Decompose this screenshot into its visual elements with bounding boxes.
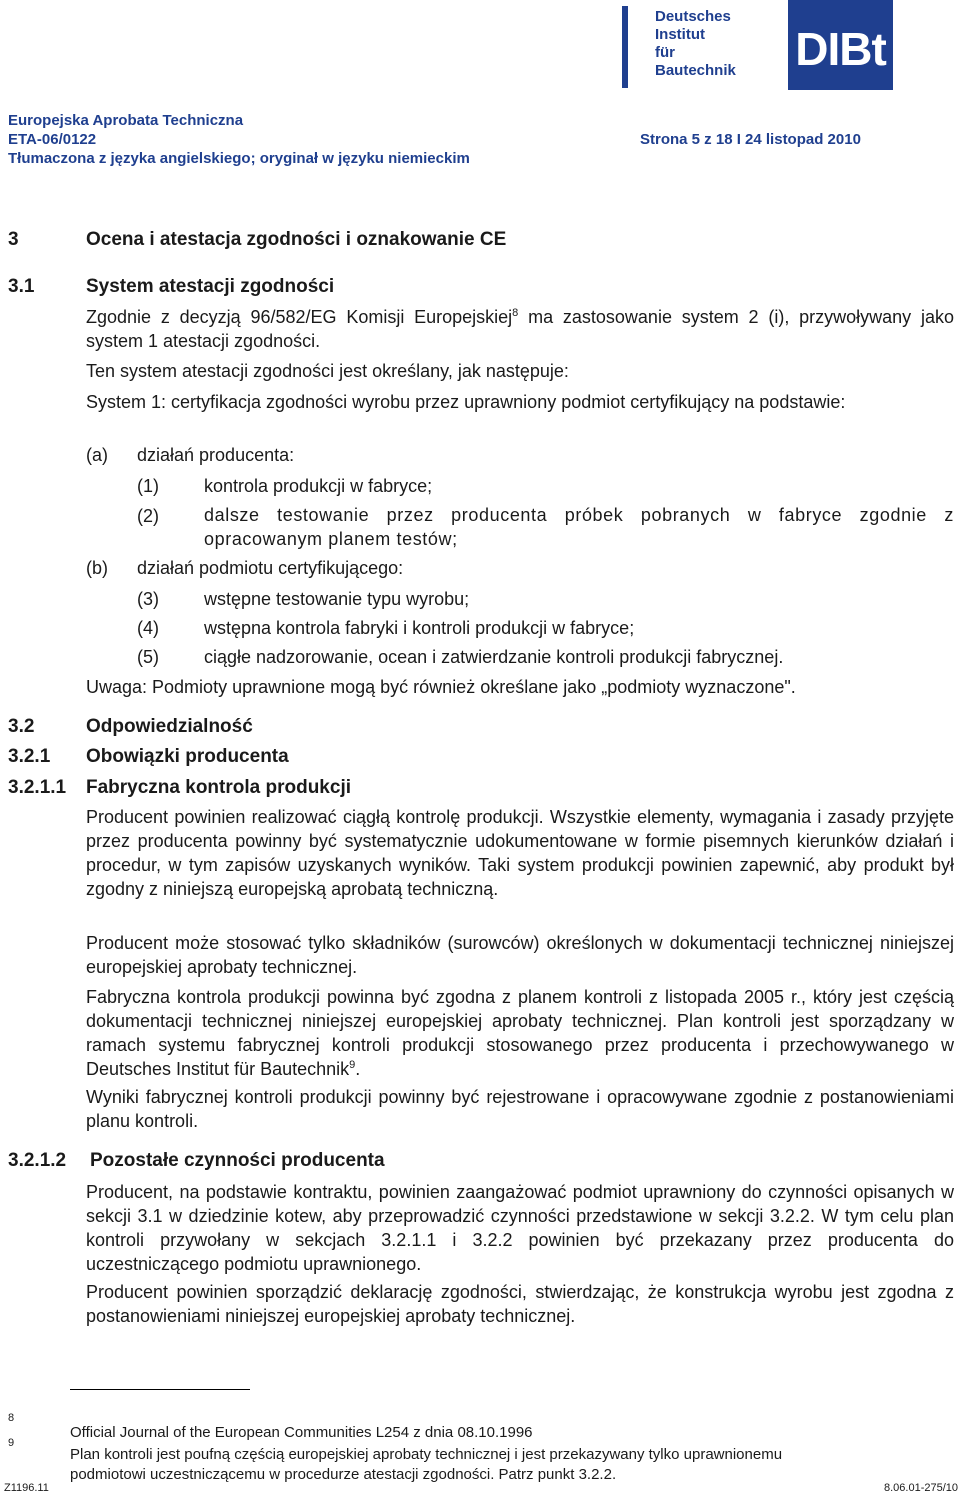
item-2-text: dalsze testowanie przez producenta próbek pobranych w fabryce zgodnie z opracowanym planem testów; xyxy=(204,505,954,549)
item-2-label: (2) xyxy=(137,506,159,526)
section-3-2-1-1-para3 xyxy=(86,985,954,1081)
item-1-text: kontrola produkcji w fabryce; xyxy=(204,476,433,496)
item-b-label: (b) xyxy=(86,558,108,578)
footer-left-code: Z1196.11 xyxy=(4,1482,49,1494)
footnote-9-line2: podmiotowi uczestniczącemu w procedurze atestacji zgodności. Patrz punkt 3.2.2. xyxy=(70,1466,617,1483)
section-3-2-1-2-number: 3.2.1.2 xyxy=(8,1150,67,1171)
header-page-info: Strona 5 z 18 I 24 listopad 2010 xyxy=(640,131,861,148)
section-3-2-number: 3.2 xyxy=(8,716,35,737)
section-3-2-title: Odpowiedzialność xyxy=(86,716,253,737)
section-3-2-1-1-para4: Wyniki fabrycznej kontroli produkcji powinny być rejestrowane i opracowywane zgodnie z postanowieniami planu kontroli. xyxy=(86,1087,954,1131)
header-title: Europejska Aprobata Techniczna xyxy=(8,112,244,129)
item-3-text: wstępne testowanie typu wyrobu; xyxy=(204,589,470,609)
logo-line2: Institut xyxy=(655,26,705,43)
logo-line3: für xyxy=(655,44,675,61)
section-3-1-number: 3.1 xyxy=(8,276,35,297)
section-3-2-1-number: 3.2.1 xyxy=(8,746,51,767)
item-4-label: (4) xyxy=(137,618,159,638)
footnote-9-line1: Plan kontroli jest poufną częścią europejskiej aprobaty technicznej i jest przekazywany tylko uprawnionemu xyxy=(70,1446,783,1463)
dibt-logo xyxy=(788,0,893,90)
header-translation-note: Tłumaczona z języka angielskiego; oryginał w języku niemieckim xyxy=(8,150,470,167)
section-3-title: Ocena i atestacja zgodności i oznakowanie CE xyxy=(86,229,507,250)
section-3-2-1-1-para1: Producent powinien realizować ciągłą kontrolę produkcji. Wszystkie elementy, wymagania i zasady przyjęte przez producenta powinny być systematycznie udokumentowane w formie pisemnych kierunków działań i procedur, w tym zapisów uzyskanych wyników. Taki system produkcji powinien zapewnić, aby produkt był zgodny z niniejszą europejską aprobatą techniczną. xyxy=(86,807,954,899)
section-3-1-para2: Ten system atestacji zgodności jest określany, jak następuje: xyxy=(86,361,569,381)
item-b-text: działań podmiotu certyfikującego: xyxy=(137,558,404,578)
item-5-text: ciągłe nadzorowanie, ocean i zatwierdzanie kontroli produkcji fabrycznej. xyxy=(204,647,784,667)
section-3-2-1-2-para2: Producent powinien sporządzić deklarację zgodności, stwierdzając, że konstrukcja wyrobu jest zgodna z postanowieniami niniejszej europejskiej aprobaty technicznej. xyxy=(86,1282,954,1326)
note-text: Uwaga: Podmioty uprawnione mogą być również określane jako „podmioty wyznaczone". xyxy=(86,677,796,697)
footnote-8-text: Official Journal of the European Communities L254 z dnia 08.10.1996 xyxy=(70,1424,533,1441)
header-eta-number: ETA-06/0122 xyxy=(8,131,97,148)
item-5-label: (5) xyxy=(137,647,159,667)
footer-right-code: 8.06.01-275/10 xyxy=(884,1482,959,1494)
footnote-9-number: 9 xyxy=(8,1437,15,1449)
logo-bar xyxy=(622,6,628,88)
logo-line4: Bautechnik xyxy=(655,62,736,79)
para3-text-b: . xyxy=(355,1059,361,1079)
section-3-2-1-1-title: Fabryczna kontrola produkcji xyxy=(86,777,351,798)
footnote-divider xyxy=(70,1389,250,1390)
item-3-label: (3) xyxy=(137,589,159,609)
item-1-label: (1) xyxy=(137,476,159,496)
item-a-label: (a) xyxy=(86,445,108,465)
item-4-text: wstępna kontrola fabryki i kontroli produkcji w fabryce; xyxy=(204,618,635,638)
item-a-text: działań producenta: xyxy=(137,445,295,465)
section-3-2-1-title: Obowiązki producenta xyxy=(86,746,289,767)
section-3-2-1-2-title: Pozostałe czynności producenta xyxy=(90,1150,385,1171)
footnote-ref-9: 9 xyxy=(349,1059,356,1071)
section-3-2-1-1-para2: Producent może stosować tylko składników (surowców) określonych w dokumentacji technicznej niniejszej europejskiej aprobaty technicznej. xyxy=(86,933,954,977)
section-3-1-para3: System 1: certyfikacja zgodności wyrobu przez uprawniony podmiot certyfikujący na podstawie: xyxy=(86,392,846,412)
para1-text-b: ma zastosowanie system 2 (i), przywoływany jako system 1 atestacji zgodności. xyxy=(86,307,954,351)
para1-text-a: Zgodnie z decyzją 96/582/EG Komisji Europejskiej xyxy=(86,307,513,327)
section-3-1-title: System atestacji zgodności xyxy=(86,276,335,297)
section-3-2-1-1-number: 3.2.1.1 xyxy=(8,777,67,798)
section-3-2-1-2-para1: Producent, na podstawie kontraktu, powinien zaangażować podmiot uprawniony do czynności opisanych w sekcji 3.1 w dziedzinie kotew, aby przeprowadzić czynności przedstawione w sekcji 3.2.2. W tym celu plan kontroli przywołany w sekcjach 3.2.1.1 i 3.2.2 powinien być przekazany przez producenta do uczestniczącego podmiotu uprawnionego. xyxy=(86,1182,954,1274)
logo-mark: DIBt xyxy=(795,23,886,75)
footnote-ref-8: 8 xyxy=(512,307,519,319)
logo-wordmark xyxy=(655,8,736,80)
section-3-number: 3 xyxy=(8,229,19,250)
para3-text-a: Fabryczna kontrola produkcji powinna być zgodna z planem kontroli z listopada 2005 r., który jest częścią dokumentacji technicznej niniejszej europejskiej aprobaty technicznej. Plan kontroli jest sporządzany w ramach systemu fabrycznej kontroli produkcji stosowanego przez producenta i przechowywanego w Deutsches Institut für Bautechnik xyxy=(86,987,954,1079)
logo-line1: Deutsches xyxy=(655,8,731,25)
footnote-8-number: 8 xyxy=(8,1412,15,1424)
section-3-1-para1 xyxy=(86,305,954,353)
